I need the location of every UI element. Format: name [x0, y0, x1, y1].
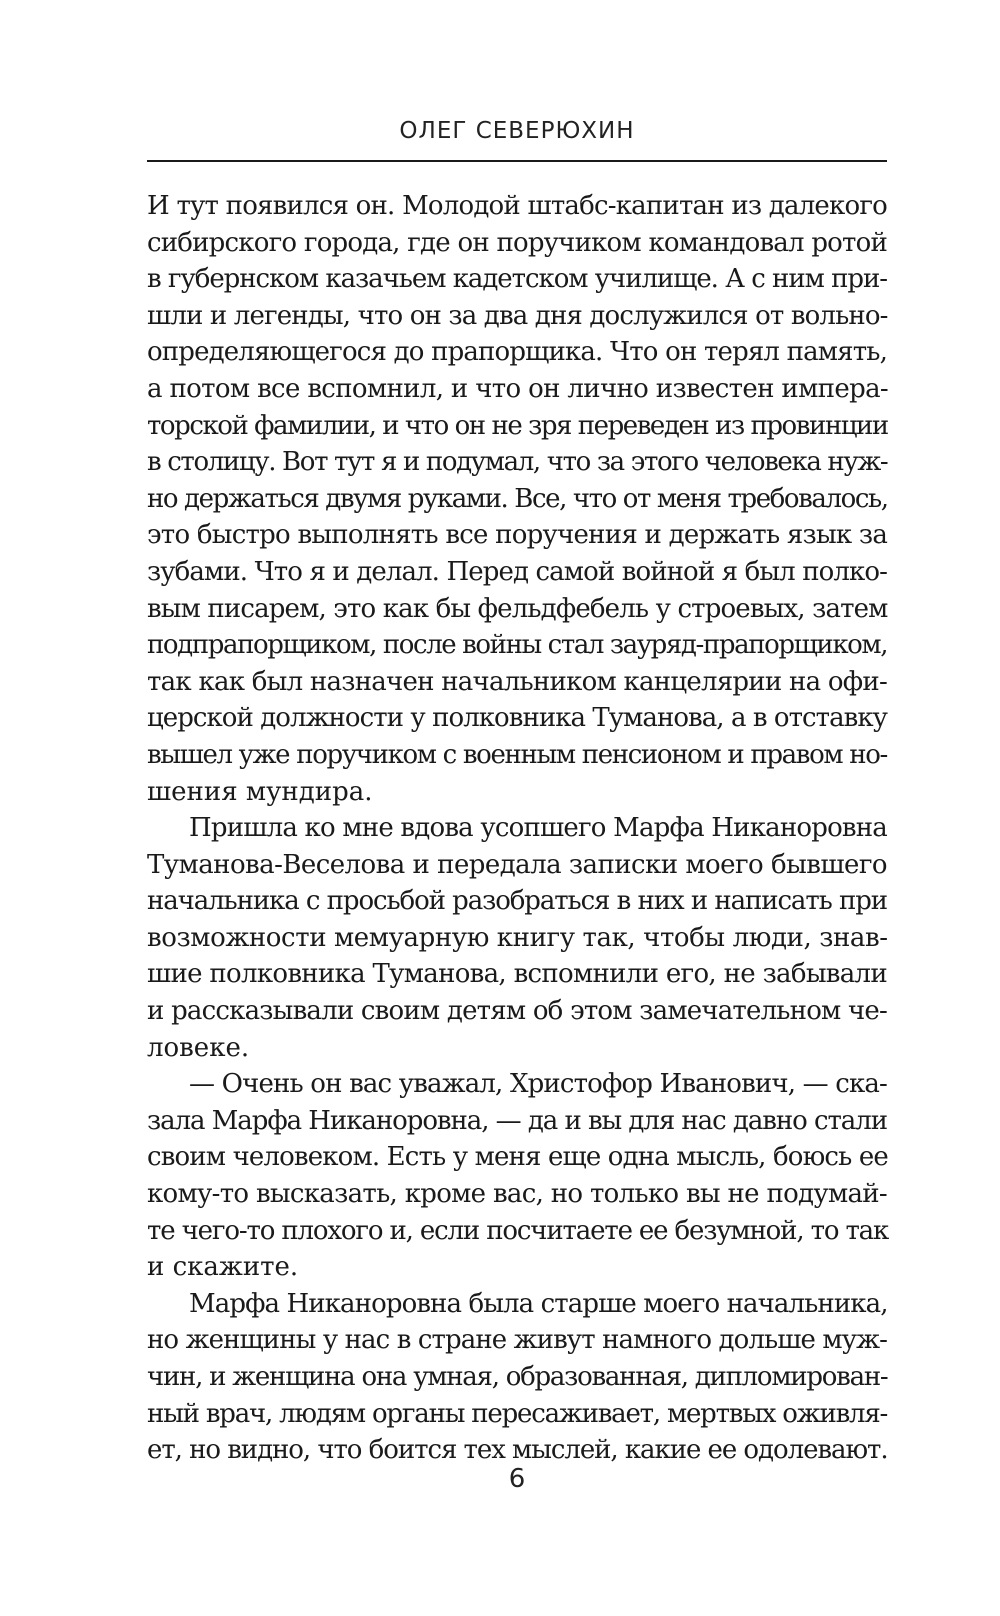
- text-line: — Очень он вас уважал, Христофор Иванович, — ска-: [189, 1069, 887, 1100]
- text-line: те чего-то плохого и, если посчитаете ее безумной, то так: [147, 1215, 889, 1246]
- text-line: в губернском казачьем кадетском училище. А с ним при-: [147, 264, 887, 295]
- text-line: шие полковника Туманова, вспомнили его, не забывали: [147, 959, 887, 990]
- text-line: церской должности у полковника Туманова, а в отставку: [147, 703, 887, 734]
- text-line: чин, и женщина она умная, образованная, дипломирован-: [147, 1362, 888, 1392]
- paragraph: [147, 188, 887, 810]
- text-line: возможности мемуарную книгу так, чтобы люди, знав-: [147, 922, 888, 953]
- text-line: в столицу. Вот тут я и подумал, что за этого человека нуж-: [147, 447, 888, 478]
- text-line: подпрапорщиком, после войны стал зауряд-прапорщиком,: [147, 630, 888, 661]
- text-line: Пришла ко мне вдова усопшего Марфа Никаноровна: [189, 813, 887, 844]
- text-line: Туманова-Веселова и передала записки моего бывшего: [147, 849, 887, 880]
- text-line: но женщины у нас в стране живут намного дольше муж-: [147, 1325, 887, 1356]
- text-line: это быстро выполнять все поручения и держать язык за: [147, 520, 888, 551]
- text-line: сибирского города, где он поручиком командовал ротой: [147, 227, 887, 258]
- text-line: зала Марфа Никаноровна, — да и вы для нас давно стали: [147, 1105, 887, 1136]
- text-line: торской фамилии, и что он не зря переведен из провинции: [147, 410, 888, 441]
- text-line: вым писарем, это как бы фельдфебель у строевых, затем: [147, 593, 888, 624]
- text-line: ный врач, людям органы пересаживает, мертвых оживля-: [147, 1398, 888, 1429]
- text-line: шли и легенды, что он за два дня дослужился от вольно-: [147, 300, 888, 331]
- text-line: вышел уже поручиком с военным пенсионом и правом но-: [147, 739, 887, 770]
- text-line: так как был назначен начальником канцелярии на офи-: [147, 666, 887, 697]
- text-line: Марфа Никаноровна была старше моего начальника,: [189, 1288, 888, 1319]
- text-line: определяющегося до прапорщика. Что он терял память,: [147, 337, 887, 368]
- text-line: ет, но видно, что боится тех мыслей, какие ее одолевают.: [147, 1435, 888, 1466]
- text-line: но держаться двумя руками. Все, что от меня требовалось,: [147, 483, 888, 514]
- text-line: начальника с просьбой разобраться в них и написать при: [147, 886, 887, 917]
- paragraph: [147, 1066, 887, 1286]
- page-number: 6: [508, 1464, 526, 1494]
- text-line: И тут появился он. Молодой штабс-капитан из далекого: [147, 191, 887, 221]
- text-line: кому-то высказать, кроме вас, но только вы не подумай-: [147, 1179, 887, 1210]
- body-text: [147, 188, 887, 1469]
- text-line: и рассказывали своим детям об этом замечательном че-: [147, 996, 887, 1027]
- text-line: зубами. Что я и делал. Перед самой войной я был полко-: [147, 556, 887, 587]
- running-head: ОЛЕГ СЕВЕРЮХИН: [399, 118, 635, 144]
- text-line: своим человеком. Есть у меня еще одна мысль, боюсь ее: [147, 1142, 888, 1173]
- text-line: а потом все вспомнил, и что он лично известен импера-: [147, 373, 889, 404]
- paragraph: [147, 1286, 887, 1469]
- text-line: шения мундира.: [147, 776, 373, 807]
- text-line: и скажите.: [147, 1252, 299, 1283]
- header-rule: [147, 160, 887, 162]
- text-line: ловеке.: [147, 1032, 250, 1063]
- paragraph: [147, 810, 887, 1066]
